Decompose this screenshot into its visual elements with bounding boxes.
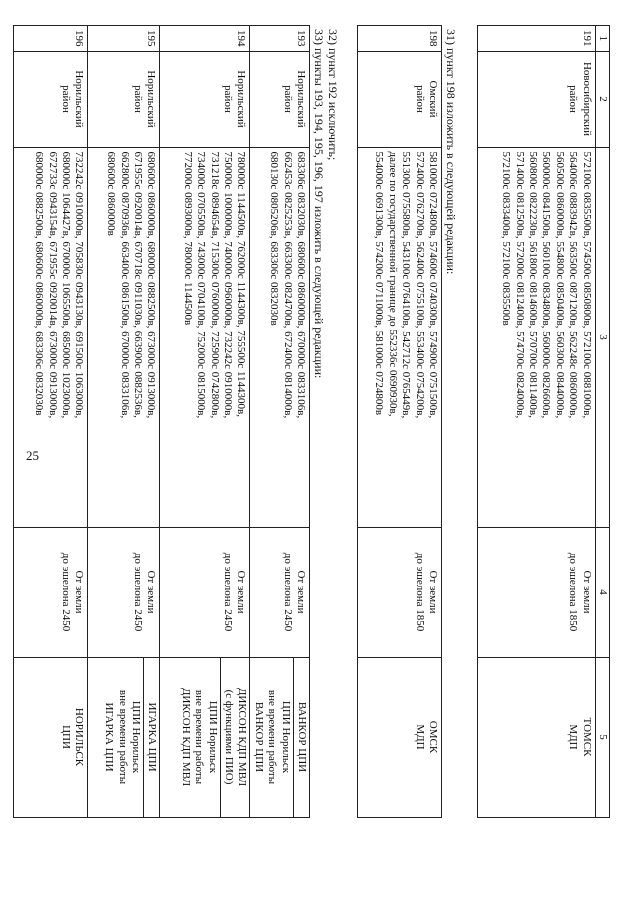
- table-header-row: [595, 26, 609, 818]
- unit-line: НОРИЛЬСК: [73, 707, 86, 767]
- unit-line: ЦПИ Норильск вне времени работы ВАНКОР ЦПИ: [252, 689, 292, 785]
- region-cell: [14, 51, 88, 147]
- header-col-2: 2: [595, 51, 609, 147]
- coord-line: 731218с 0894654в, 715300с 0760000в, 725900с 0742800в,: [208, 151, 221, 419]
- row-number: 196: [14, 26, 88, 52]
- table-row-191: [477, 25, 610, 818]
- altitude-cell: [14, 527, 88, 657]
- coord-line: 683306с 0832030в, 680600с 0860000в, 670000с 0833106в,: [295, 151, 307, 419]
- unit-line: ДИКСОН КДП МВЛ (с функциями ПИО): [220, 658, 250, 817]
- region-cell: [250, 51, 310, 147]
- row-number: 193: [250, 26, 310, 52]
- table-row: [358, 26, 442, 818]
- region-cell: [160, 51, 250, 147]
- unit-line: ОМСК: [427, 720, 439, 754]
- altitude-cell: [477, 527, 595, 657]
- coord-line: 732242с 0910000в, 705830с 0943130в, 691500с 1063000в,: [73, 151, 86, 419]
- table-row: [477, 26, 595, 818]
- table-row: [250, 26, 310, 818]
- altitude-line: до эшелона 1850: [567, 552, 580, 632]
- coord-line: 554000с 0691300в, 574200с 0711000в, 581000с 0724800в: [373, 151, 386, 416]
- coord-line: далее по государственной границе до 552336с 0690930в,: [386, 151, 399, 417]
- region-word: район: [567, 85, 580, 113]
- coord-line: 572100с 0835500в, 574500с 0850800в, 572100с 0881000в,: [580, 151, 593, 419]
- region-word: район: [413, 85, 426, 113]
- coord-line: 564006с 0883942в, 563500с 0871200в, 562248с 0860000в,: [567, 151, 580, 419]
- table-row: [88, 26, 160, 818]
- header-col-3: 3: [595, 147, 609, 527]
- coord-line: 560500с 0860000в, 554800с 0850400в, 560300с 0844000в,: [553, 151, 566, 419]
- region-word: район: [221, 85, 234, 113]
- unit-line: ИГАРКА ЦПИ: [143, 658, 159, 817]
- unit-cell: [250, 657, 310, 817]
- row-number: 194: [160, 26, 250, 52]
- region-cell: [88, 51, 160, 147]
- region-name: Норильский: [295, 70, 307, 128]
- unit-line: ЦПИ: [59, 725, 72, 749]
- coordinates-cell: [160, 147, 250, 527]
- unit-cell: [88, 657, 160, 817]
- altitude-cell: [358, 527, 442, 657]
- coord-line: 680130с 0805206в, 683306с 0832030в: [268, 151, 281, 326]
- altitude-line: до эшелона 2450: [281, 552, 294, 632]
- altitude-cell: [250, 527, 310, 657]
- amendment-note-33: 33) пункты 193, 194, 195, 196, 197 изложить в следующей редакции:: [312, 29, 326, 379]
- document-content: [33, 25, 610, 890]
- coordinates-cell: [250, 147, 310, 527]
- coord-line: 734000с 0705500в, 743000с 0704100в, 752000с 0815000в,: [195, 151, 208, 419]
- coord-line: 680000с 1064427в, 670000с 1065500в, 685000с 1023000в,: [59, 151, 72, 419]
- table-row: [160, 26, 250, 818]
- coord-line: 581000с 0724800в, 574600с 0740300в, 574900с 0751500в,: [427, 151, 439, 419]
- region-name: Новосибирский: [580, 61, 593, 137]
- coord-line: 551300с 0755800в, 543100с 0764100в, 542712с 0765449в,: [400, 151, 413, 419]
- coord-line: 560000с 0841500в, 560100с 0834800в, 560000с 0826600в,: [540, 151, 553, 419]
- altitude-line: до эшелона 2450: [59, 552, 72, 632]
- unit-line: МДП: [413, 724, 426, 750]
- region-cell: [477, 51, 595, 147]
- unit-line: ЦПИ Норильск вне времени работы ДИКСОН КДП МВЛ: [179, 687, 219, 787]
- header-col-5: 5: [595, 657, 609, 817]
- region-name: Омский: [427, 80, 439, 118]
- coord-line: 571400с 0812500в, 572000с 0812400в, 574700с 0824000в,: [513, 151, 526, 419]
- table-row-198: [357, 25, 442, 818]
- altitude-line: От земли: [295, 570, 307, 614]
- region-cell: [358, 51, 442, 147]
- coordinates-cell: [477, 147, 595, 527]
- unit-cell: [358, 657, 442, 817]
- unit-line: ЦПИ Норильск вне времени работы ИГАРКА ЦПИ: [103, 689, 142, 785]
- coord-line: 680600с 0860000в, 680000с 0882500в, 673000с 0913000в,: [145, 151, 158, 419]
- coordinates-cell: [358, 147, 442, 527]
- unit-line: ВАНКОР ЦПИ: [293, 658, 309, 817]
- region-name: Норильский: [73, 70, 86, 128]
- unit-line: МДП: [567, 724, 580, 750]
- coord-line: 780000с 1144500в, 762000с 1144300в, 755500с 1144300в,: [235, 151, 248, 418]
- coord-line: 672733с 0943154в, 671955с 0920014в, 673000с 0913000в,: [46, 151, 59, 419]
- coord-line: 662800с 0870936в, 663400с 0861500в, 670000с 0833106в,: [118, 151, 131, 419]
- altitude-line: От земли: [73, 570, 86, 614]
- amendment-note-32: 32) пункт 192 исключить;: [326, 29, 340, 161]
- coord-line: 560800с 0822230в, 561800с 0814600в, 570700с 0811400в,: [526, 151, 539, 418]
- coord-line: 772000с 0893000в, 780000с 1144500в: [181, 151, 194, 326]
- unit-cell: [160, 657, 250, 817]
- altitude-line: От земли: [235, 570, 248, 614]
- altitude-line: От земли: [427, 570, 439, 614]
- unit-cell: [14, 657, 88, 817]
- altitude-cell: [160, 527, 250, 657]
- altitude-line: до эшелона 2450: [221, 552, 234, 632]
- coord-line: 572100с 0833400в, 572100с 0835500в: [500, 151, 513, 326]
- altitude-line: до эшелона 1850: [413, 552, 426, 632]
- altitude-cell: [88, 527, 160, 657]
- amendment-note-31: 31) пункт 198 изложить в следующей редакции:: [444, 29, 458, 275]
- coord-line: 671955с 0920014в, 670718с 0911030в, 663900с 0882536в,: [131, 151, 144, 418]
- region-word: район: [281, 85, 294, 113]
- header-col-4: 4: [595, 527, 609, 657]
- coordinates-cell: [88, 147, 160, 527]
- row-number: 191: [477, 26, 595, 52]
- coord-line: 572400с 0762700в, 562400с 0755100в, 553400с 0754200в,: [413, 151, 426, 419]
- region-name: Норильский: [145, 70, 158, 128]
- table-rows-193-196: [13, 25, 310, 818]
- altitude-line: От земли: [145, 570, 158, 614]
- coord-line: 680600с 0860000в: [105, 151, 118, 236]
- altitude-line: От земли: [580, 570, 593, 614]
- region-name: Норильский: [235, 70, 248, 128]
- region-word: район: [131, 85, 144, 113]
- header-col-1: 1: [595, 26, 609, 52]
- coord-line: 750000с 1000000в, 740000с 0960000в, 732242с 0910000в,: [221, 151, 234, 419]
- row-number: 198: [358, 26, 442, 52]
- coord-line: 680000с 0882500в, 680600с 0860000в, 683306с 0832030в: [33, 151, 46, 416]
- page-number: 25: [26, 448, 39, 463]
- table-row: [14, 26, 88, 818]
- unit-line: ТОМСК: [580, 717, 593, 757]
- coordinates-cell: [14, 147, 88, 527]
- row-number: 195: [88, 26, 160, 52]
- coord-line: 662453с 0825253в, 663300с 0824700в, 672400с 0814000в,: [281, 151, 294, 419]
- region-word: район: [59, 85, 72, 113]
- unit-cell: [477, 657, 595, 817]
- altitude-line: до эшелона 2450: [131, 552, 144, 632]
